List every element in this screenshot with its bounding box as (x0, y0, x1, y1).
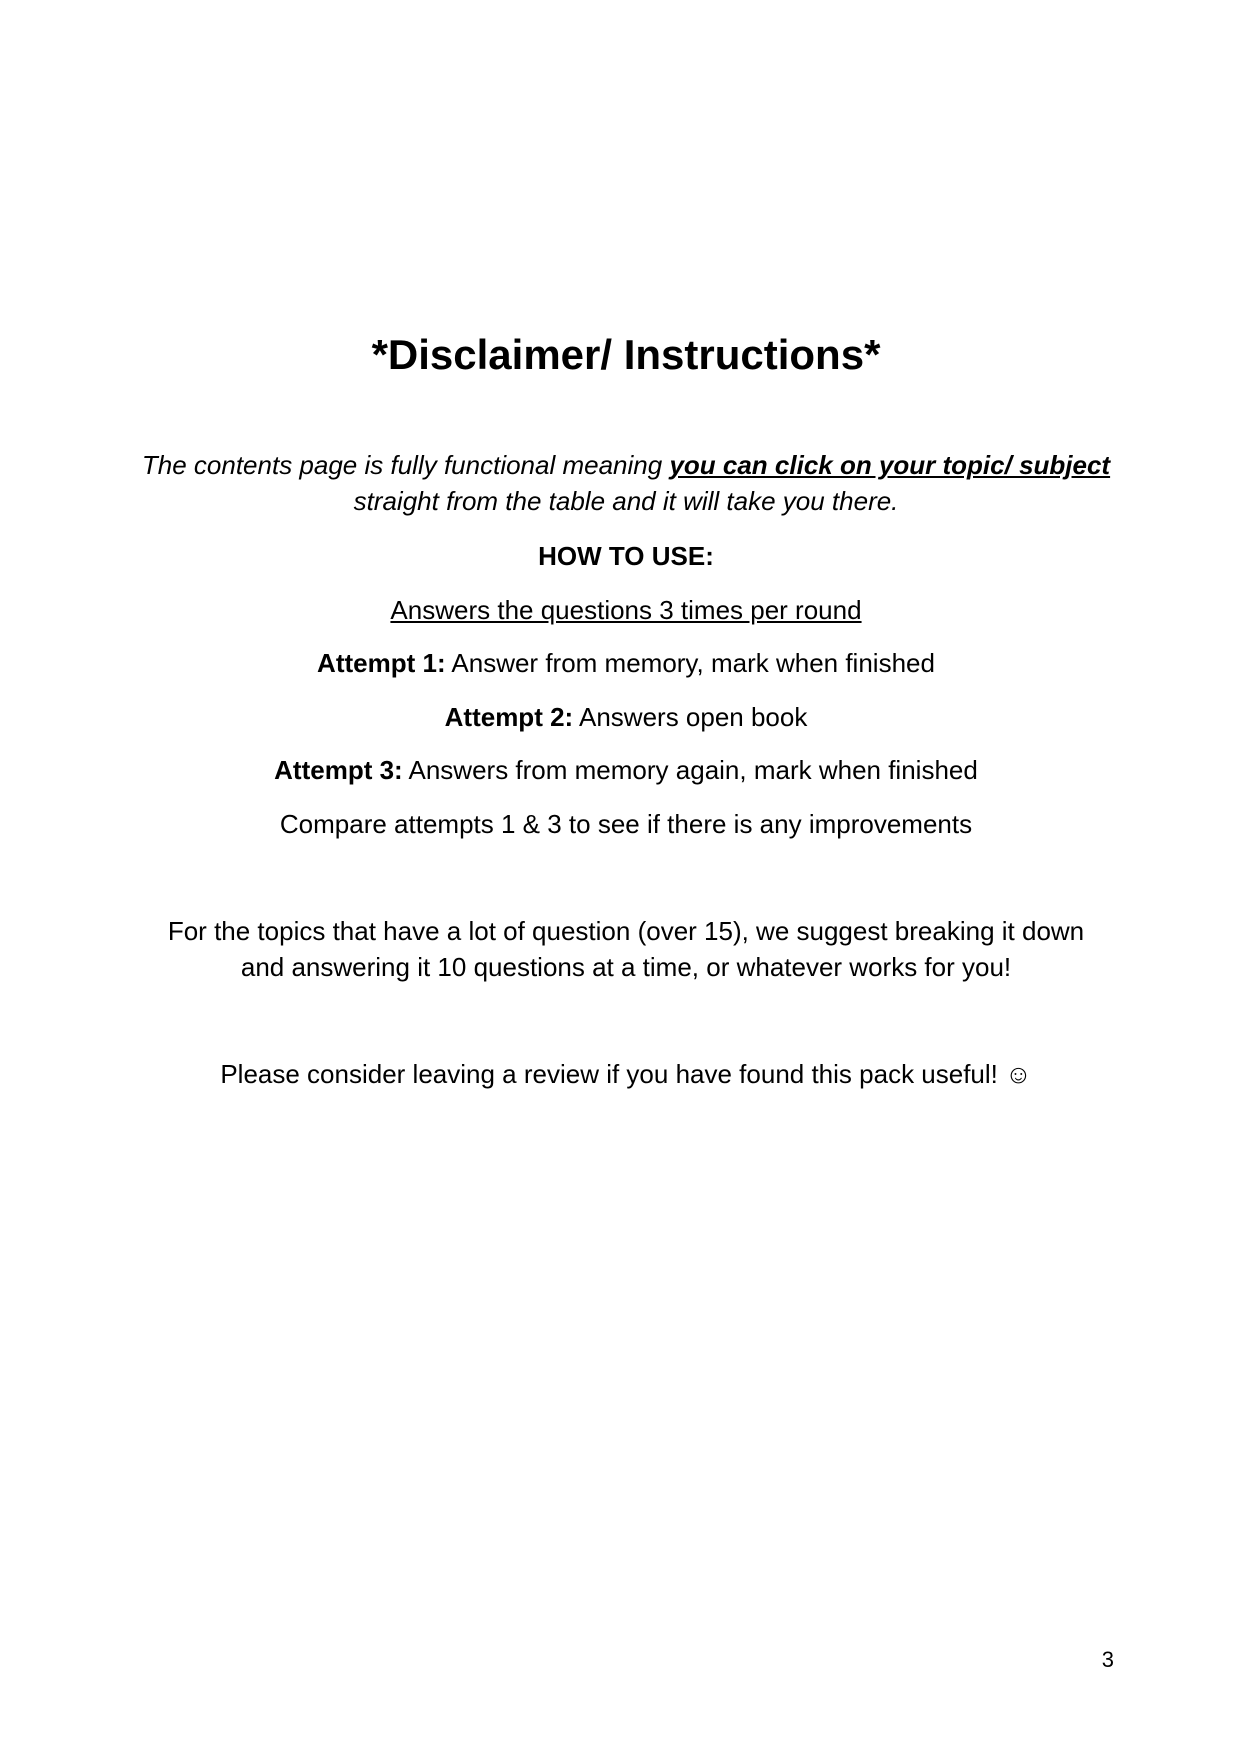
attempt-1-text: Answer from memory, mark when finished (445, 648, 935, 678)
attempt-1-label: Attempt 1: (317, 648, 446, 678)
page-number: 3 (1101, 1647, 1114, 1672)
intro-text-after: straight from the table and it will take you there. (353, 486, 899, 516)
topics-note-paragraph: For the topics that have a lot of question (over 15), we suggest breaking it down and answering it 10 questions at a time, or whatever works for you! (167, 916, 1085, 982)
intro-text-before: The contents page is fully functional meaning (141, 450, 670, 480)
attempt-2-text: Answers open book (573, 702, 808, 732)
review-note-paragraph: Please consider leaving a review if you have found this pack useful! ☺ (220, 1059, 1032, 1089)
attempt-3-text: Answers from memory again, mark when finished (402, 755, 978, 785)
attempt-3-line (0, 752, 1252, 788)
page-title: *Disclaimer/ Instructions* (371, 331, 881, 378)
attempt-2-line (0, 699, 1252, 735)
attempt-1-line (0, 645, 1252, 681)
attempt-2-label: Attempt 2: (444, 702, 574, 732)
how-to-use-rule: Answers the questions 3 times per round (390, 595, 862, 625)
how-to-use-heading: HOW TO USE: (538, 541, 714, 571)
attempt-3-label: Attempt 3: (274, 755, 403, 785)
intro-paragraph (140, 447, 1112, 519)
compare-attempts-line: Compare attempts 1 & 3 to see if there is any improvements (279, 809, 973, 839)
intro-emphasis-link: you can click on your topic/ subject (669, 450, 1111, 480)
